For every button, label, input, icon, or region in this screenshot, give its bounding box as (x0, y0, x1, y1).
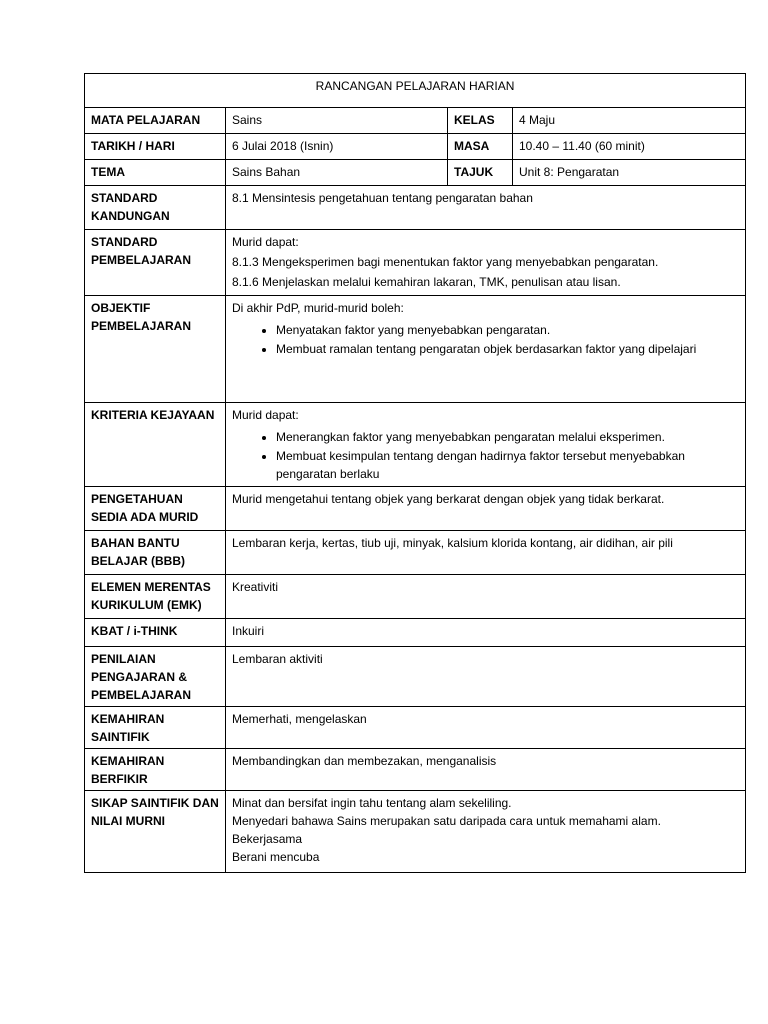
masa-label: MASA (448, 134, 513, 160)
row-sikap (85, 791, 746, 873)
kriteria-intro: Murid dapat: (232, 408, 299, 422)
pengetahuan-value: Murid mengetahui tentang objek yang berkarat dengan objek yang tidak berkarat. (226, 487, 746, 531)
row-kriteria (85, 403, 746, 487)
row-penilaian (85, 647, 746, 707)
standard-kandungan-label: STANDARD KANDUNGAN (85, 186, 226, 230)
penilaian-value: Lembaran aktiviti (226, 647, 746, 707)
kriteria-label: KRITERIA KEJAYAAN (85, 403, 226, 487)
sikap-line: Bekerjasama (232, 832, 303, 846)
row-standard-kandungan (85, 186, 746, 230)
kelas-value: 4 Maju (513, 108, 746, 134)
row-kemahiran-berfikir (85, 749, 746, 791)
row-mata-pelajaran (85, 108, 746, 134)
sikap-value (226, 791, 746, 873)
standard-pembelajaran-value (226, 230, 746, 296)
standard-pembelajaran-line: 8.1.6 Menjelaskan melalui kemahiran lakaran, TMK, penulisan atau lisan. (232, 275, 621, 289)
standard-pembelajaran-line: 8.1.3 Mengeksperimen bagi menentukan faktor yang menyebabkan pengaratan. (232, 255, 659, 269)
standard-pembelajaran-intro: Murid dapat: (232, 235, 299, 249)
row-tarikh (85, 134, 746, 160)
sikap-line: Berani mencuba (232, 850, 320, 864)
kriteria-value (226, 403, 746, 487)
standard-kandungan-value: 8.1 Mensintesis pengetahuan tentang pengaratan bahan (226, 186, 746, 230)
tema-label: TEMA (85, 160, 226, 186)
kemahiran-saintifik-label: KEMAHIRAN SAINTIFIK (85, 707, 226, 749)
penilaian-label: PENILAIAN PENGAJARAN & PEMBELAJARAN (85, 647, 226, 707)
mata-pelajaran-label: MATA PELAJARAN (85, 108, 226, 134)
row-kemahiran-saintifik (85, 707, 746, 749)
masa-value: 10.40 – 11.40 (60 minit) (513, 134, 746, 160)
objektif-list (232, 321, 739, 358)
sikap-line: Minat dan bersifat ingin tahu tentang alam sekeliling. (232, 796, 512, 810)
sikap-label: SIKAP SAINTIFIK DAN NILAI MURNI (85, 791, 226, 873)
bbb-value: Lembaran kerja, kertas, tiub uji, minyak, kalsium klorida kontang, air didihan, air pili (226, 531, 746, 575)
mata-pelajaran-value: Sains (226, 108, 448, 134)
tema-value: Sains Bahan (226, 160, 448, 186)
kbat-value: Inkuiri (226, 619, 746, 647)
row-emk (85, 575, 746, 619)
tarikh-value: 6 Julai 2018 (Isnin) (226, 134, 448, 160)
list-item: • Membuat ramalan tentang pengaratan objek berdasarkan faktor yang dipelajari (276, 340, 739, 358)
row-objektif (85, 296, 746, 403)
row-bbb (85, 531, 746, 575)
kbat-label: KBAT / i-THINK (85, 619, 226, 647)
row-pengetahuan (85, 487, 746, 531)
pengetahuan-label: PENGETAHUAN SEDIA ADA MURID (85, 487, 226, 531)
list-item: • Menyatakan faktor yang menyebabkan pengaratan. (276, 321, 739, 339)
list-item: • Menerangkan faktor yang menyebabkan pengaratan melalui eksperimen. (276, 428, 739, 446)
kriteria-list (232, 428, 739, 483)
kemahiran-berfikir-value: Membandingkan dan membezakan, menganalisis (226, 749, 746, 791)
kemahiran-saintifik-value: Memerhati, mengelaskan (226, 707, 746, 749)
sikap-line: Menyedari bahawa Sains merupakan satu daripada cara untuk memahami alam. (232, 814, 661, 828)
bbb-label: BAHAN BANTU BELAJAR (BBB) (85, 531, 226, 575)
page-title: RANCANGAN PELAJARAN HARIAN (85, 74, 746, 108)
list-item: • Membuat kesimpulan tentang dengan hadirnya faktor tersebut menyebabkan pengaratan berlaku (276, 447, 739, 483)
lesson-plan-table (84, 73, 746, 873)
title-row (85, 74, 746, 108)
kemahiran-berfikir-label: KEMAHIRAN BERFIKIR (85, 749, 226, 791)
row-kbat (85, 619, 746, 647)
emk-label: ELEMEN MERENTAS KURIKULUM (EMK) (85, 575, 226, 619)
tajuk-value: Unit 8: Pengaratan (513, 160, 746, 186)
objektif-intro: Di akhir PdP, murid-murid boleh: (232, 301, 404, 315)
row-standard-pembelajaran (85, 230, 746, 296)
objektif-value (226, 296, 746, 403)
tajuk-label: TAJUK (448, 160, 513, 186)
row-tema (85, 160, 746, 186)
objektif-label: OBJEKTIF PEMBELAJARAN (85, 296, 226, 403)
kelas-label: KELAS (448, 108, 513, 134)
emk-value: Kreativiti (226, 575, 746, 619)
tarikh-label: TARIKH / HARI (85, 134, 226, 160)
standard-pembelajaran-label: STANDARD PEMBELAJARAN (85, 230, 226, 296)
